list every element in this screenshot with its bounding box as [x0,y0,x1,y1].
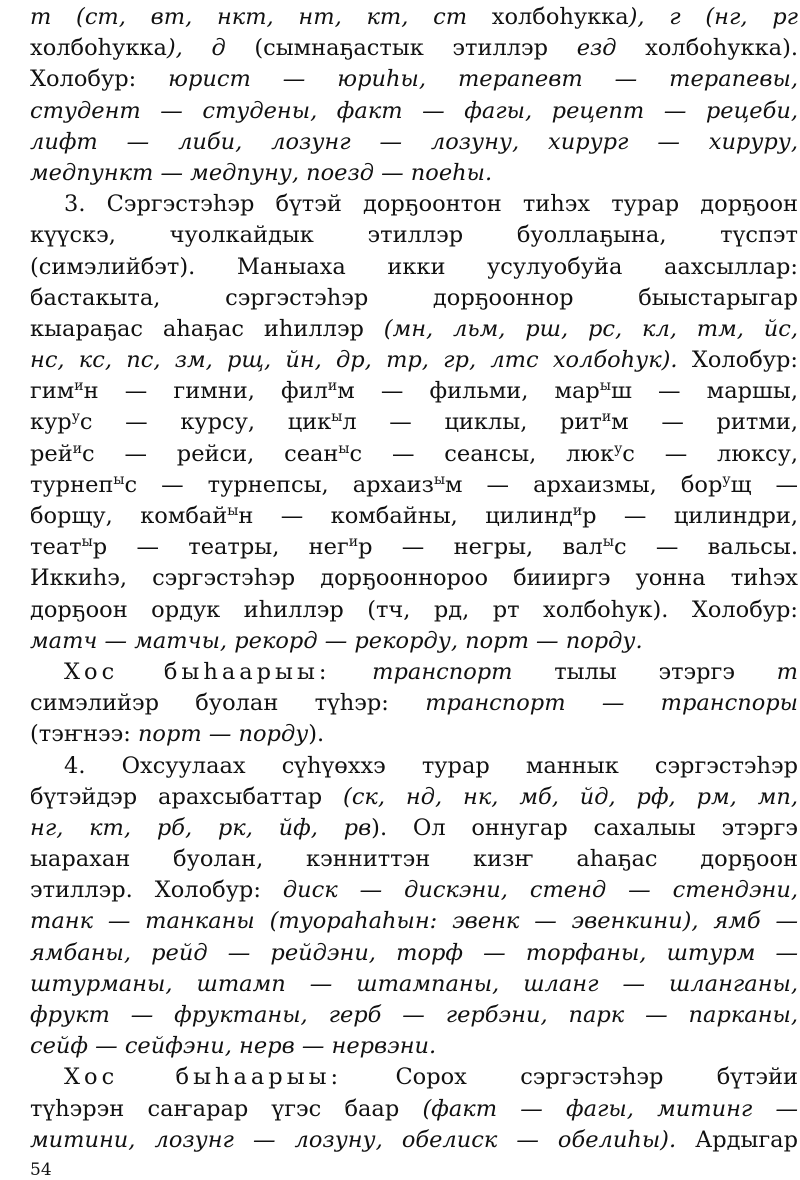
text-line [30,1125,798,1156]
text-segment: езд [576,35,617,62]
text-line [30,657,798,688]
text-line [30,532,798,563]
text-segment: н — комбайны, цилинд [238,503,573,529]
text-segment: матч — матчы, рекорд — рекорду, порт — порду. [30,627,643,654]
text-segment: ). Ол оннугар сахалыы этэргэ [371,814,798,841]
text-segment: теат [30,534,82,561]
text-segment: рей [30,440,73,467]
text-line [30,595,798,626]
superscript-vowel: и [601,409,612,426]
text-line [30,1000,798,1031]
text-segment: турнеп [30,471,114,498]
text-segment: Холобур: [677,347,798,374]
text-segment: м — фильми, мар [337,378,600,405]
text-segment: нс, кс, пс, зм, рщ, йн, др, тр, гр, лтс холбоһук). [30,347,678,374]
text-segment: Иккиһэ, сэргэстэһэр дорҕооннороо биииргэ уонна тиһэх [30,565,798,592]
text-segment: (тэҥнээ: [30,721,138,748]
text-line [30,563,798,594]
text-segment: холбоһукка [30,35,167,62]
superscript-vowel: и [74,378,84,395]
text-segment: л — циклы, рит [342,409,602,436]
text-line [30,938,798,969]
text-segment: лифт — либи, лозунг — лозуну, хирург — хируру, [30,128,798,155]
text-segment: митини, лозунг — лозуну, обелиск — обелиһы). [30,1126,677,1153]
text-line [30,719,798,750]
superscript-vowel: ы [599,378,611,395]
text-segment: Сорох сэргэстэһэр бүтэйи [342,1064,798,1091]
text-line [30,1031,798,1062]
text-segment: танк — танканы (туораһаһын: эвенк — эвенкини), ямб — [30,908,798,935]
text-line [30,314,798,345]
text-segment: (сымнаҕастык этиллэр [254,35,577,62]
text-segment: порт — порду [137,721,309,748]
text-segment: кур [30,409,72,436]
text-line [30,96,798,127]
text-line [30,969,798,1000]
text-segment: Хос быһаарыы: [64,1064,343,1091]
superscript-vowel: ы [113,471,125,488]
text-line [30,1094,798,1125]
text-segment: т (ст, вт, нкт, нт, кт, ст [30,4,492,30]
text-segment: Холобур: [30,66,169,93]
text-segment: түһэрэн саҥарар үгэс баар [30,1095,423,1122]
text-line [30,501,798,532]
text-segment: с — люксу, [622,440,798,467]
text-segment: борщу, комбай [30,503,228,529]
text-segment [330,659,372,685]
text-segment: фрукт — фруктаны, герб — гербэни, парк — парканы, [30,1002,798,1028]
text-segment: (мн, льм, рш, рс, кл, тм, йс, [383,315,799,342]
text-segment: транспорт — транспоры [425,690,798,717]
text-segment: 3. Сэргэстэһэр бүтэй дорҕоонтон тиһэх турар дорҕоон [64,191,798,218]
text-segment: студент — студены, факт — фагы, рецепт — рецеби, [30,97,798,124]
text-line [30,64,798,95]
text-line [30,33,798,64]
text-line [30,813,798,844]
text-line [30,751,798,782]
text-segment: холбоһукка). [616,35,798,62]
superscript-vowel: ы [433,471,446,488]
text-line [30,189,798,220]
text-segment: симэлийэр буолан түһэр: [30,690,426,717]
superscript-vowel: и [72,440,83,457]
text-segment: ыарахан буолан, кэнниттэн кизҥ аһаҕас дорҕоон [30,846,798,873]
text-segment: медпункт — медпуну, поезд — поеһы. [30,159,493,186]
text-segment: диск — дискэни, стенд — стендэни, [282,877,799,904]
text-segment: күүскэ, чуолкайдык этиллэр буоллаҕына, түспэт [30,222,798,249]
text-segment: н — гимни, фил [83,378,328,405]
superscript-vowel: и [327,378,338,395]
text-segment: Хос быһаарыы: [64,658,331,685]
text-segment: с — сеансы, люк [349,440,615,467]
text-segment: м — архаизмы, бор [445,471,723,498]
text-segment: тылы этэргэ [512,658,777,685]
text-segment: транспорт [372,658,513,685]
text-segment: ), д [166,35,255,62]
text-segment: ), г (нг, рг [628,4,798,30]
text-line [30,782,798,813]
text-segment: кыараҕас аһаҕас иһиллэр [30,315,384,342]
text-segment: юрист — юриһы, терапевт — терапевы, [168,66,799,93]
text-line [30,1062,798,1093]
text-segment: с — турнепсы, архаиз [124,471,434,498]
text-segment: 4. Охсуулаах сүһүөххэ турар маннык сэргэстэһэр [64,752,798,779]
superscript-vowel: ы [81,534,93,551]
text-line [30,376,798,407]
text-line [30,2,798,33]
text-segment: ). [308,721,325,748]
text-segment: (факт — фагы, митинг — [422,1095,798,1122]
text-segment: сейф — сейфэни, нерв — нервэни. [30,1033,437,1060]
text-line [30,407,798,438]
superscript-vowel: ы [602,534,614,551]
superscript-vowel: и [348,534,359,551]
text-segment: холбоһукка [491,4,629,30]
text-segment: м — ритми, [611,409,798,436]
text-line [30,220,798,251]
text-segment: ш — маршы, [610,378,798,405]
text-segment: штурманы, штамп — штампаны, шланг — шланганы, [30,970,798,997]
text-segment: нг, кт, рб, рк, йф, рв [30,814,372,841]
page-number: 54 [30,1160,52,1180]
text-segment: (симэлийбэт). Маныаха икки усулуобуйа аахсыллар: [30,253,798,280]
text-line [30,470,798,501]
text-body [30,2,798,1156]
text-segment: Ардыгар [676,1126,798,1153]
text-segment: бастакыта, сэргэстэһэр дорҕооннор быыстарыгар [30,284,798,311]
text-segment: р — театры, нег [92,534,349,561]
superscript-vowel: ы [331,409,343,426]
text-segment: р — цилиндри, [582,503,798,529]
text-segment: бүтэйдэр арахсыбаттар [30,783,344,810]
text-line [30,127,798,158]
superscript-vowel: у [722,471,731,488]
text-line [30,688,798,719]
text-line [30,626,798,657]
superscript-vowel: ы [227,503,239,519]
text-segment: гим [30,378,75,405]
superscript-vowel: ы [338,440,350,457]
text-line [30,283,798,314]
text-segment: с — рейси, сеан [82,440,339,467]
superscript-vowel: у [614,440,623,457]
text-segment: с — курсу, цик [79,409,332,436]
text-segment: щ — [730,471,799,498]
text-segment: ямбаны, рейд — рейдэни, торф — торфаны, штурм — [30,939,798,966]
superscript-vowel: и [572,503,583,519]
text-segment: (ск, нд, нк, мб, йд, рф, рм, мп, [343,783,798,810]
text-segment: с — вальсы. [613,534,798,561]
text-line [30,844,798,875]
text-line [30,345,798,376]
text-segment: этиллэр. Холобур: [30,877,283,904]
text-segment: дорҕоон ордук иһиллэр (тч, рд, рт холбоһук). Холобур: [30,596,798,623]
text-line [30,906,798,937]
text-line [30,875,798,906]
text-line [30,439,798,470]
text-segment: р — негры, вал [358,534,603,561]
text-line [30,252,798,283]
superscript-vowel: у [71,409,80,426]
text-segment: т [776,658,798,685]
text-line [30,158,798,189]
